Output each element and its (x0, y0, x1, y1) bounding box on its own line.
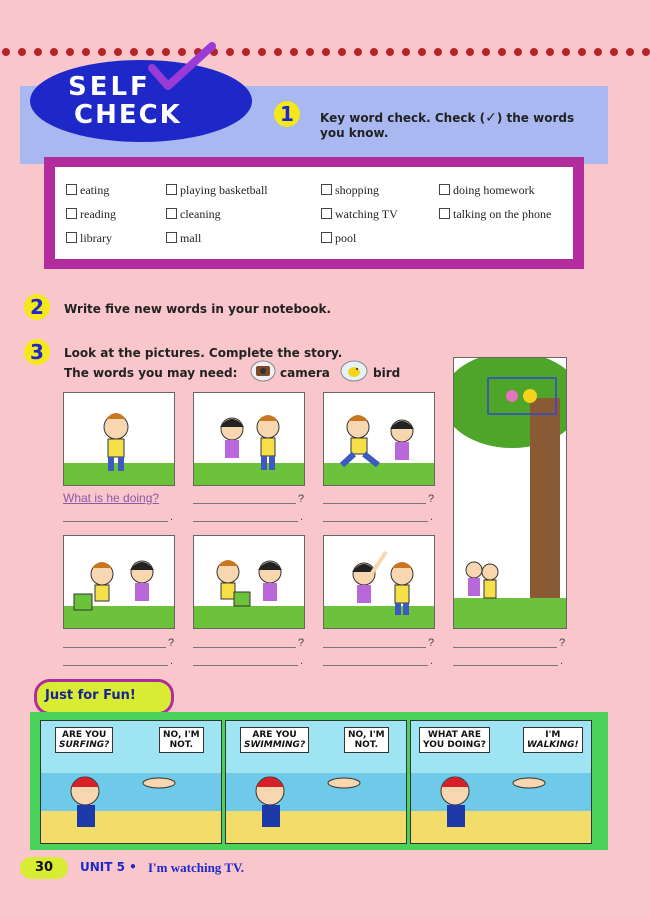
girl-and-boy-icon (194, 393, 304, 485)
period: . (430, 655, 434, 667)
unit-label: UNIT 5 • (80, 860, 137, 874)
speech-bubble-right: I'M WALKING! (523, 727, 583, 753)
answer-line[interactable] (453, 647, 557, 648)
checkbox-icon[interactable] (166, 184, 177, 195)
page-number: 30 (20, 857, 68, 879)
question-mark: ? (168, 637, 175, 649)
answer-line[interactable] (63, 647, 166, 648)
period: . (170, 655, 174, 667)
camera-icon (250, 360, 276, 382)
girl-pointing-icon (324, 536, 434, 628)
checkbox-icon[interactable] (66, 208, 77, 219)
speech-bubble-right: NO, I'M NOT. (159, 727, 204, 753)
dotted-border (0, 44, 650, 60)
word-item[interactable]: mall (166, 231, 201, 246)
comic-panel-2 (225, 720, 407, 844)
answer-line[interactable] (323, 647, 426, 648)
question-mark: ? (428, 493, 435, 505)
just-for-fun-badge (34, 679, 174, 715)
word-item[interactable]: eating (66, 183, 109, 198)
comic-panel-3 (410, 720, 592, 844)
badge-line1: SELF (68, 72, 151, 102)
word-item[interactable]: playing basketball (166, 183, 268, 198)
story-panel-4 (63, 535, 175, 629)
story-panel-5 (193, 535, 305, 629)
comic-panel-1 (40, 720, 222, 844)
checkbox-icon[interactable] (439, 184, 450, 195)
period: . (300, 655, 304, 667)
checkbox-icon[interactable] (66, 184, 77, 195)
just-for-fun-label: Just for Fun! (45, 688, 136, 703)
question-mark: ? (559, 637, 566, 649)
story-panel-3 (323, 392, 435, 486)
period: . (170, 511, 174, 523)
word-camera: camera (280, 366, 330, 380)
section3-instruction: Look at the pictures. Complete the story. (64, 346, 343, 360)
answer-line[interactable] (193, 665, 298, 666)
boy-with-bag-icon (64, 536, 174, 628)
answer-line[interactable] (323, 665, 428, 666)
answer-line[interactable] (193, 647, 296, 648)
unit-title: I'm watching TV. (148, 860, 244, 875)
kids-with-camera-icon (194, 536, 304, 628)
answer-line[interactable] (193, 521, 298, 522)
checkbox-icon[interactable] (321, 208, 332, 219)
section-number-1: 1 (274, 101, 300, 127)
section-number-3: 3 (24, 339, 50, 365)
story-panel-tall (453, 357, 567, 629)
speech-bubble-left: ARE YOU SWIMMING? (240, 727, 309, 753)
question-mark: ? (298, 493, 305, 505)
speech-bubble-left: ARE YOU SURFING? (55, 727, 113, 753)
check-mark-icon (148, 42, 218, 92)
checkbox-icon[interactable] (321, 184, 332, 195)
checkbox-icon[interactable] (321, 232, 332, 243)
checkbox-icon[interactable] (166, 208, 177, 219)
word-item[interactable]: library (66, 231, 112, 246)
word-item[interactable]: pool (321, 231, 356, 246)
answer-line[interactable] (453, 665, 558, 666)
checkbox-icon[interactable] (66, 232, 77, 243)
word-item[interactable]: shopping (321, 183, 379, 198)
checkbox-icon[interactable] (166, 232, 177, 243)
answer-line[interactable] (193, 503, 296, 504)
answer-line[interactable] (63, 665, 168, 666)
answer-line[interactable] (323, 521, 428, 522)
checkbox-icon[interactable] (439, 208, 450, 219)
bird-icon (340, 360, 368, 382)
answer-line[interactable] (323, 503, 426, 504)
section1-instruction-line2: you know. (320, 126, 389, 140)
answer-line[interactable] (63, 521, 168, 522)
word-bird: bird (373, 366, 401, 380)
section-number-2: 2 (24, 294, 50, 320)
period: . (300, 511, 304, 523)
boy-looking-icon (64, 393, 174, 485)
word-item[interactable]: cleaning (166, 207, 221, 222)
question-mark: ? (298, 637, 305, 649)
period: . (430, 511, 434, 523)
word-item[interactable]: reading (66, 207, 116, 222)
period: . (560, 655, 564, 667)
words-you-may-need: The words you may need: (64, 366, 238, 380)
story-panel-6 (323, 535, 435, 629)
inline-check-icon: ✓ (485, 110, 497, 126)
badge-line2: CHECK (74, 100, 182, 130)
story-panel-2 (193, 392, 305, 486)
tree-with-bird-icon (454, 358, 566, 628)
word-item[interactable]: watching TV (321, 207, 398, 222)
section1-instruction: Key word check. Check (✓) the words (320, 110, 575, 126)
section2-instruction: Write five new words in your notebook. (64, 302, 332, 316)
boy-running-icon (324, 393, 434, 485)
question-mark: ? (428, 637, 435, 649)
speech-bubble-right: NO, I'M NOT. (344, 727, 389, 753)
speech-bubble-left: WHAT ARE YOU DOING? (419, 727, 490, 753)
example-answer: What is he doing? (63, 491, 160, 505)
self-check-badge (30, 60, 252, 142)
story-panel-1 (63, 392, 175, 486)
word-item[interactable]: talking on the phone (439, 207, 551, 222)
word-item[interactable]: doing homework (439, 183, 535, 198)
